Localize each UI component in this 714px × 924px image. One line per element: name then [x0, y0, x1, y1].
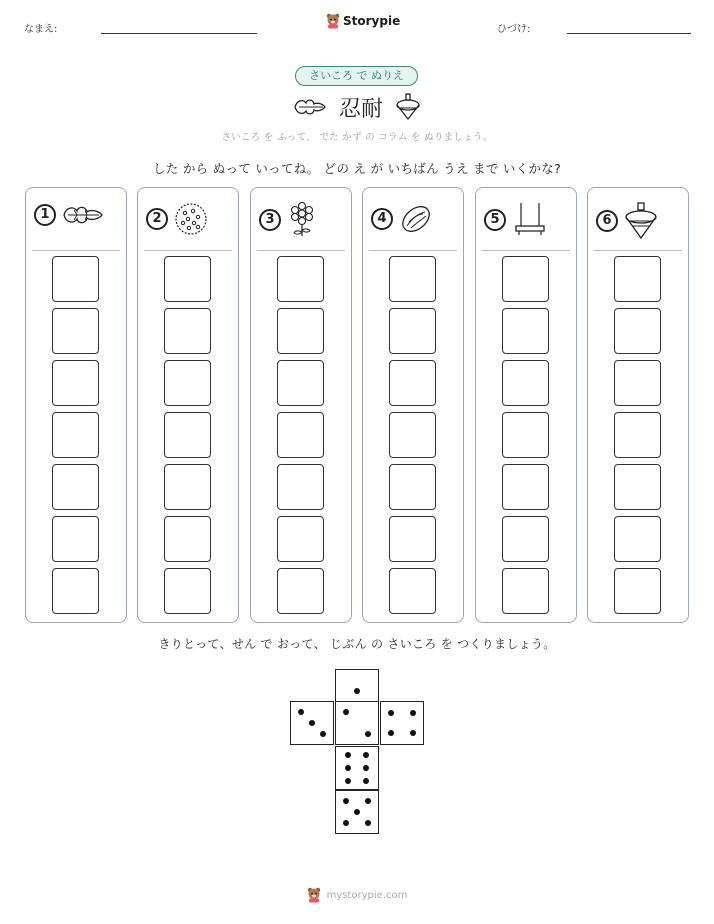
coloring-cell[interactable] [52, 568, 99, 614]
pip [410, 730, 416, 736]
name-line[interactable] [101, 33, 257, 34]
pip [365, 731, 371, 737]
pip [343, 709, 349, 715]
coloring-cell[interactable] [614, 464, 661, 510]
pip [354, 688, 360, 694]
coloring-cell[interactable] [277, 412, 324, 458]
pip [345, 752, 351, 758]
pip [354, 809, 360, 815]
coloring-cell[interactable] [614, 256, 661, 302]
coloring-cell[interactable] [614, 516, 661, 562]
coloring-cell[interactable] [614, 412, 661, 458]
coloring-cell[interactable] [277, 568, 324, 614]
bear-logo-icon [326, 13, 340, 29]
pip [345, 778, 351, 784]
coloring-cell[interactable] [52, 256, 99, 302]
title-row [0, 92, 714, 122]
pip [343, 798, 349, 804]
coloring-cell[interactable] [614, 360, 661, 406]
dice-face-5 [335, 790, 379, 834]
column-header [596, 202, 658, 240]
seed-icon [399, 202, 433, 236]
coloring-cell[interactable] [389, 308, 436, 354]
swing-icon [512, 202, 548, 238]
pip [363, 778, 369, 784]
column-header [484, 202, 548, 238]
dice-column-1 [25, 187, 127, 623]
coloring-cell[interactable] [389, 516, 436, 562]
coloring-cell[interactable] [277, 464, 324, 510]
spinning-top-icon [624, 202, 658, 240]
coloring-cell[interactable] [502, 412, 549, 458]
name-label: なまえ: [24, 24, 58, 35]
subtitle: さいころ を ふって、 でた かず の コラム を ぬりましょう。 [221, 132, 493, 143]
column-divider [369, 250, 457, 251]
coloring-cell[interactable] [277, 360, 324, 406]
column-number: 5 [484, 209, 506, 231]
spinning-top-icon [395, 93, 421, 121]
page-title: 忍耐 [338, 96, 383, 122]
coloring-cell[interactable] [164, 308, 211, 354]
column-header [146, 202, 208, 236]
leaf-icon [62, 202, 104, 228]
pip [388, 730, 394, 736]
column-divider [32, 250, 120, 251]
dice-column-2 [137, 187, 239, 623]
dice-face-3 [290, 701, 334, 745]
pip [365, 798, 371, 804]
column-divider [144, 250, 232, 251]
coloring-cell[interactable] [164, 412, 211, 458]
column-divider [257, 250, 345, 251]
dice-column-5 [475, 187, 577, 623]
coloring-cell[interactable] [389, 360, 436, 406]
flower-icon [287, 202, 317, 238]
coloring-cell[interactable] [52, 412, 99, 458]
coloring-cell[interactable] [389, 256, 436, 302]
column-header [259, 202, 317, 238]
dice-column-4 [362, 187, 464, 623]
dice-column-3 [250, 187, 352, 623]
dice-column-6 [587, 187, 689, 623]
coloring-cell[interactable] [614, 308, 661, 354]
leaf-icon [293, 96, 327, 118]
coloring-cell[interactable] [52, 308, 99, 354]
coloring-cell[interactable] [614, 568, 661, 614]
column-number: 1 [34, 204, 56, 226]
dice-face-4 [380, 701, 424, 745]
coloring-cell[interactable] [502, 464, 549, 510]
pip [345, 765, 351, 771]
column-number: 3 [259, 209, 281, 231]
coloring-cell[interactable] [277, 308, 324, 354]
coloring-cell[interactable] [277, 256, 324, 302]
coloring-cell[interactable] [502, 256, 549, 302]
column-number: 2 [146, 208, 168, 230]
pip [309, 720, 315, 726]
coloring-cell[interactable] [164, 360, 211, 406]
cut-instruction: きりとって、せん で おって、 じぶん の さいころ を つくりましょう。 [158, 637, 556, 651]
coloring-cell[interactable] [389, 568, 436, 614]
date-line[interactable] [567, 33, 691, 34]
dice-face-2 [335, 701, 379, 745]
column-header [371, 202, 433, 236]
instruction: した から ぬって いってね。 どの え が いちばん うえ まで いくかな? [152, 161, 562, 176]
bear-logo-icon [307, 887, 321, 903]
column-divider [482, 250, 570, 251]
logo [326, 13, 400, 29]
pip [343, 820, 349, 826]
footer [0, 887, 714, 903]
coloring-cell[interactable] [502, 360, 549, 406]
coloring-cell[interactable] [502, 516, 549, 562]
coloring-cell[interactable] [502, 568, 549, 614]
coloring-cell[interactable] [52, 516, 99, 562]
pip [298, 709, 304, 715]
pip [320, 731, 326, 737]
pip [410, 710, 416, 716]
column-number: 6 [596, 210, 618, 232]
date-label: ひづけ: [497, 24, 531, 35]
column-divider [594, 250, 682, 251]
coloring-cell[interactable] [389, 464, 436, 510]
coloring-cell[interactable] [164, 256, 211, 302]
coloring-cell[interactable] [389, 412, 436, 458]
pip [363, 765, 369, 771]
coloring-cell[interactable] [277, 516, 324, 562]
dice-face-6 [335, 746, 379, 790]
title-badge: さいころ で ぬりえ [295, 66, 418, 86]
column-number: 4 [371, 208, 393, 230]
coloring-cell[interactable] [52, 360, 99, 406]
coloring-cell[interactable] [164, 516, 211, 562]
logo-text: Storypie [343, 14, 401, 28]
pip [388, 710, 394, 716]
pip [365, 820, 371, 826]
cookie-icon [174, 202, 208, 236]
dice-net [290, 669, 424, 835]
pip [363, 752, 369, 758]
coloring-cell[interactable] [52, 464, 99, 510]
footer-site[interactable]: mystorypie.com [326, 889, 408, 901]
coloring-cell[interactable] [164, 568, 211, 614]
coloring-cell[interactable] [164, 464, 211, 510]
column-header [34, 202, 104, 228]
coloring-cell[interactable] [502, 308, 549, 354]
